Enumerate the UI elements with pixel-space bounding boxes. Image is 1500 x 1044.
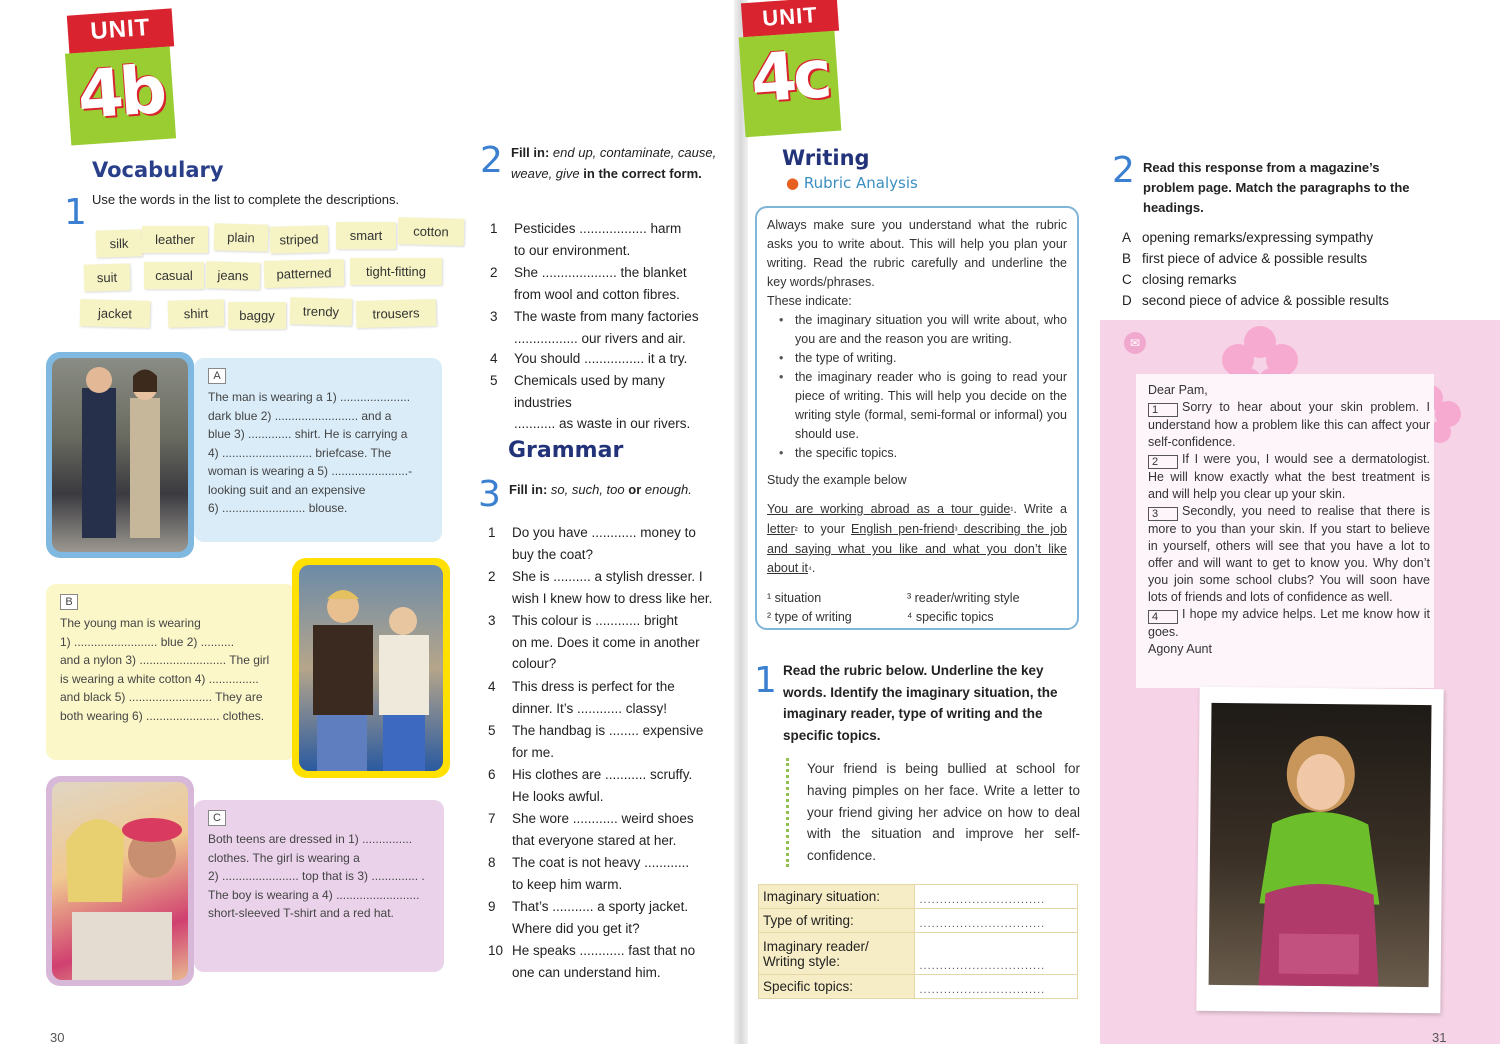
heading-item	[1122, 293, 1389, 308]
underlined-key-phrase: letter	[767, 522, 795, 536]
example-text: .	[811, 561, 816, 575]
item-text	[514, 370, 724, 435]
item-line: This dress is perfect for the	[512, 679, 675, 694]
item-number: 1	[488, 525, 496, 540]
item-line: to keep him warm.	[512, 876, 623, 892]
unit-number: 4b	[75, 51, 166, 134]
item-text	[512, 940, 726, 983]
card-line: 6) ......................... blouse.	[208, 501, 348, 515]
mail-icon: ✉	[1124, 332, 1146, 354]
card-letter: B	[60, 594, 78, 610]
rubric-these-indicate: These indicate:	[767, 294, 852, 308]
analysis-label: Type of writing:	[759, 909, 915, 933]
card-line: The young man is wearing	[60, 616, 201, 630]
rubric-footnotes	[767, 589, 1067, 627]
analysis-row	[759, 885, 1078, 909]
paragraph-text: Sorry to hear about your skin problem. I understand how a problem like this can affect your self-confidence.	[1148, 400, 1430, 449]
item-line: She is .......... a stylish dresser. I	[512, 569, 703, 584]
ex3-item	[488, 720, 726, 763]
item-number: 7	[488, 811, 496, 826]
exercise-number: 1	[754, 660, 777, 701]
writing-title: Writing	[782, 146, 870, 170]
example-text: ⁴	[808, 564, 812, 574]
item-line: for me.	[512, 744, 555, 760]
vocabulary-instruction: Use the words in the list to complete the descriptions.	[92, 192, 400, 207]
heading-letter: C	[1122, 272, 1132, 287]
item-line: to our environment.	[514, 242, 631, 258]
item-line: Chemicals used by many industries	[514, 373, 665, 410]
heading-text: first piece of advice & possible results	[1142, 251, 1368, 266]
item-text	[512, 852, 726, 895]
ex2-instruction: Fill in: end up, contaminate, cause, weave, give in the correct form.	[511, 145, 717, 181]
word-tile: patterned	[264, 259, 345, 288]
item-text	[512, 896, 726, 939]
item-line: She .................... the blanket	[514, 265, 687, 280]
card-line: short-sleeved T-shirt and a red hat.	[208, 906, 394, 920]
item-text	[514, 348, 724, 370]
rubric-bullet: • the imaginary reader who is going to read your piece of writing. This will help you decide on the writing style (formal, semi-formal or informal) you should use.	[767, 368, 1067, 444]
heading-letter: A	[1122, 230, 1132, 245]
item-line: colour?	[512, 656, 557, 671]
analysis-row	[759, 909, 1078, 933]
letter-paragraph	[1148, 399, 1430, 451]
unit-4b-badge	[68, 12, 173, 142]
exercise-number: 2	[1112, 150, 1135, 191]
word-tile: cotton	[398, 217, 465, 246]
ex3-item	[488, 852, 726, 895]
word-tile: leather	[142, 226, 208, 253]
rubric-intro: Always make sure you understand what the rubric asks you to write about. This will help you plan your writing. Read the rubric carefully and underline the key words/phrases.	[767, 218, 1067, 289]
word-tile: jeans	[206, 261, 261, 289]
analysis-label: Imaginary reader/ Writing style:	[759, 933, 915, 975]
card-line: 4) ........................... briefcase. The	[208, 445, 392, 460]
analysis-label: Imaginary situation:	[759, 885, 915, 909]
card-line: The boy is wearing a 4) .........................	[208, 887, 420, 902]
item-text	[512, 610, 726, 675]
rubric-bullets	[767, 311, 1067, 463]
bullet-icon: ●	[786, 174, 800, 192]
rubric-bullet: • the type of writing.	[767, 349, 1067, 368]
footnote: ³ reader/writing style	[907, 591, 1020, 605]
card-line: clothes. The girl is wearing a	[208, 850, 360, 865]
rubric-tip-box	[755, 206, 1079, 630]
letter-signature: Agony Aunt	[1148, 642, 1212, 656]
photo-frame-b	[292, 558, 450, 778]
photo-sad-girl	[1209, 703, 1432, 987]
word-tile: shirt	[168, 299, 225, 327]
item-line: His clothes are ........... scruffy.	[512, 767, 693, 782]
item-text	[512, 676, 726, 719]
heading-letter: B	[1122, 251, 1132, 266]
word-tile: suit	[84, 263, 131, 291]
word-tile: jacket	[80, 299, 151, 328]
item-line: The handbag is ........ expensive	[512, 723, 704, 738]
item-number: 5	[488, 723, 496, 738]
item-number: 2	[490, 265, 498, 280]
ex2-item	[490, 348, 724, 370]
item-text	[514, 262, 724, 305]
paragraph-text: Secondly, you need to realise that there is more to you than your skin. If you start to believe in yourself, others will see that you have a lot to offer and will want to get to know you. Why don’t you join some school clubs? You will soon have lots of friends and lots of confidence as well.	[1148, 504, 1430, 604]
rubric-bullet: • the imaginary situation you will write about, who you are and the reason you are writing.	[767, 311, 1067, 349]
item-number: 8	[488, 855, 496, 870]
underlined-key-phrase: describing the job and saying what you like and what you don’t like about it	[767, 522, 1067, 575]
footnote: ¹ situation	[767, 591, 822, 605]
analysis-table	[758, 884, 1078, 999]
item-line: on me. Does it come in another	[512, 634, 700, 650]
item-number: 2	[488, 569, 496, 584]
item-number: 4	[490, 351, 498, 366]
photo-young-couple	[299, 565, 443, 771]
item-number: 3	[490, 309, 498, 324]
heading-text: second piece of advice & possible results	[1142, 293, 1389, 308]
heading-item	[1122, 230, 1373, 245]
item-number: 9	[488, 899, 496, 914]
paragraph-number: 3	[1148, 507, 1178, 521]
footnote: ⁴ specific topics	[907, 610, 994, 624]
ex2-item	[490, 370, 724, 435]
photo-business-couple	[52, 358, 188, 552]
card-line: woman is wearing a 5) .......................-	[208, 464, 413, 478]
photo-laughing-teens	[52, 782, 188, 980]
ex3-item	[488, 610, 726, 675]
item-number: 3	[488, 613, 496, 628]
item-text	[512, 808, 726, 851]
item-line: dinner. It’s ............ classy!	[512, 700, 668, 716]
item-line: buy the coat?	[512, 546, 594, 562]
exercise-number: 2	[480, 140, 503, 181]
ex3-instruction: Fill in: so, such, too or enough.	[509, 482, 692, 497]
rubric-bullet: • the specific topics.	[767, 444, 1067, 463]
page-number-right: 31	[1432, 1030, 1447, 1044]
item-text	[514, 218, 724, 261]
exercise-number: 3	[478, 474, 501, 515]
ex2-item	[490, 306, 724, 349]
item-text	[514, 306, 724, 349]
item-number: 6	[488, 767, 496, 782]
item-line: He speaks ............ fast that no	[512, 943, 696, 958]
paragraph-number: 4	[1148, 610, 1178, 624]
item-line: Do you have ............ money to	[512, 525, 696, 540]
photo-frame-c	[46, 776, 194, 986]
card-line: 2) ....................... top that is 3) .............. .	[208, 869, 425, 883]
paragraph-text: I hope my advice helps. Let me know how it goes.	[1148, 607, 1430, 639]
example-text: . Write a	[1013, 502, 1068, 516]
card-line: The man is wearing a 1) .....................	[208, 390, 411, 404]
item-line: Where did you get it?	[512, 920, 640, 936]
item-line: This colour is ............ bright	[512, 613, 678, 628]
rubric-task: Your friend is being bullied at school for having pimples on her face. Write a letter to your friend giving her advice on how to deal with the situation and improve her self-confidence.	[786, 758, 1080, 867]
item-line: wish I knew how to dress like her.	[512, 590, 713, 606]
word-tile: smart	[336, 222, 396, 249]
card-letter: A	[208, 368, 226, 384]
word-tile: baggy	[228, 302, 286, 329]
underlined-key-phrase: English pen-friend	[851, 522, 955, 536]
example-text: ²	[794, 525, 798, 535]
item-line: Pesticides .................. harm	[514, 221, 682, 236]
underlined-key-phrase: You are working abroad as a tour guide	[767, 502, 1011, 516]
card-line: blue 3) ............. shirt. He is carrying a	[208, 427, 408, 441]
rubric-study: Study the example below	[767, 473, 907, 487]
word-tile: plain	[214, 223, 269, 251]
writing-subtitle: ● Rubric Analysis	[786, 174, 918, 192]
card-b	[46, 584, 296, 760]
analysis-answer: ...............................	[915, 909, 1078, 933]
ex3-item	[488, 764, 726, 807]
card-line: and black 5) ......................... They are	[60, 690, 263, 704]
card-line: Both teens are dressed in 1) ...............	[208, 832, 413, 846]
heading-text: closing remarks	[1142, 272, 1237, 287]
word-tile: tight-fitting	[350, 258, 442, 285]
item-line: She wore ............ weird shoes	[512, 811, 694, 826]
item-text	[512, 566, 726, 609]
word-tile: striped	[270, 225, 329, 254]
rubric-example	[767, 500, 1067, 579]
ex3-item	[488, 940, 726, 983]
analysis-answer: ...............................	[915, 975, 1078, 999]
analysis-answer: ...............................	[915, 885, 1078, 909]
unit-4c-badge	[742, 0, 838, 130]
card-letter: C	[208, 810, 226, 826]
ex3-item	[488, 676, 726, 719]
item-text	[512, 522, 726, 565]
item-number: 5	[490, 373, 498, 388]
word-tile: trousers	[356, 299, 437, 328]
ex3-item	[488, 896, 726, 939]
word-tile: silk	[96, 229, 143, 257]
item-number: 4	[488, 679, 496, 694]
page-number-left: 30	[50, 1030, 65, 1044]
exercise-number: 1	[64, 192, 87, 233]
grammar-title: Grammar	[508, 438, 624, 463]
card-c	[194, 800, 444, 972]
heading-item	[1122, 272, 1237, 287]
letter-greeting: Dear Pam,	[1148, 383, 1208, 397]
word-tile: trendy	[290, 297, 353, 326]
analysis-row	[759, 975, 1078, 999]
unit-number: 4c	[748, 35, 831, 118]
letter-paragraph	[1148, 503, 1430, 606]
ex3-item	[488, 808, 726, 851]
item-line: That’s ........... a sporty jacket.	[512, 899, 689, 914]
heading-item	[1122, 251, 1367, 266]
footnote: ² type of writing	[767, 610, 852, 624]
item-number: 10	[488, 943, 504, 958]
card-line: 1) ......................... blue 2) ..........	[60, 634, 235, 649]
ex3-item	[488, 522, 726, 565]
ex2-item	[490, 262, 724, 305]
item-line: He looks awful.	[512, 788, 604, 804]
vocabulary-title: Vocabulary	[92, 158, 224, 182]
ex3-item	[488, 566, 726, 609]
item-line: from wool and cotton fibres.	[514, 286, 680, 302]
letter-paragraph	[1148, 606, 1430, 641]
card-a	[194, 358, 442, 542]
item-number: 1	[490, 221, 498, 236]
item-line: The coat is not heavy ............	[512, 855, 690, 870]
heading-letter: D	[1122, 293, 1132, 308]
unit-label: UNIT	[741, 0, 839, 37]
card-line: both wearing 6) ...................... clothes.	[60, 708, 265, 723]
item-text	[512, 720, 726, 763]
card-line: dark blue 2) ......................... and a	[208, 408, 392, 423]
word-tile: casual	[144, 262, 204, 289]
letter-paragraph	[1148, 451, 1430, 503]
analysis-answer: ...............................	[915, 933, 1078, 975]
ex2-right-instruction: Read this response from a magazine’s problem page. Match the paragraphs to the headings.	[1143, 160, 1410, 215]
item-line: one can understand him.	[512, 964, 661, 980]
card-line: and a nylon 3) .......................... The girl	[60, 653, 270, 667]
analysis-label: Specific topics:	[759, 975, 915, 999]
analysis-row	[759, 933, 1078, 975]
example-text: to your	[797, 522, 852, 536]
book-gutter	[734, 0, 748, 1044]
item-line: ................. our rivers and air.	[514, 330, 686, 346]
letter-sheet	[1136, 374, 1434, 688]
example-text: ³	[954, 525, 958, 535]
card-line: looking suit and an expensive	[208, 482, 366, 497]
heading-text: opening remarks/expressing sympathy	[1142, 230, 1374, 245]
paragraph-number: 2	[1148, 455, 1178, 469]
paragraph-number: 1	[1148, 403, 1178, 417]
ex2-item	[490, 218, 724, 261]
item-line: that everyone stared at her.	[512, 832, 677, 848]
ex1-instruction: Read the rubric below. Underline the key words. Identify the imaginary situation, the imaginary reader, type of writing and the specific topics.	[783, 663, 1058, 743]
unit-label: UNIT	[67, 8, 174, 53]
paragraph-text: If I were you, I would see a dermatologist. He will know exactly what the best treatment is and will help you clear up your skin.	[1148, 452, 1430, 501]
card-line: is wearing a white cotton 4) ...............	[60, 671, 259, 686]
example-text: ¹	[1010, 505, 1014, 515]
item-line: You should ................ it a try.	[514, 351, 688, 366]
photo-frame-a	[46, 352, 194, 558]
photo-sad-girl-frame	[1196, 687, 1443, 1014]
item-line: The waste from many factories	[514, 309, 699, 324]
item-line: ........... as waste in our rivers.	[514, 416, 691, 431]
item-text	[512, 764, 726, 807]
